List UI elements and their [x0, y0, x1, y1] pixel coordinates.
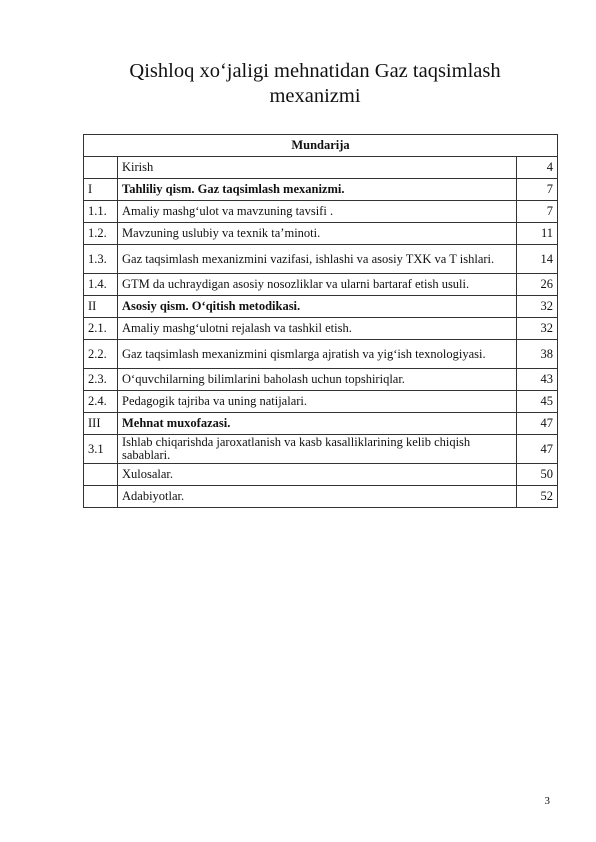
toc-row-page: 14 [517, 245, 558, 274]
toc-row-page: 7 [517, 201, 558, 223]
toc-row-page: 45 [517, 391, 558, 413]
toc-row-page: 43 [517, 369, 558, 391]
toc-row-number: I [84, 179, 118, 201]
toc-header-row [84, 135, 558, 157]
toc-row-label: GTM da uchraydigan asosiy nosozliklar va ularni bartaraf etish usuli. [118, 274, 517, 296]
toc-row-label: Tahliliy qism. Gaz taqsimlash mexanizmi. [118, 179, 517, 201]
toc-row [84, 435, 558, 464]
page-number: 3 [544, 795, 550, 807]
toc-row-label: Mavzuning uslubiy va texnik ta’minoti. [118, 223, 517, 245]
toc-row-number: 1.1. [84, 201, 118, 223]
toc-row-page: 32 [517, 296, 558, 318]
toc-row-number: 1.2. [84, 223, 118, 245]
toc-row-page: 4 [517, 157, 558, 179]
toc-row-label: Asosiy qism. O‘qitish metodikasi. [118, 296, 517, 318]
toc-row-number [84, 486, 118, 508]
toc-row-label: Ishlab chiqarishda jaroxatlanish va kasb kasalliklarining kelib chiqish sabablari. [118, 435, 517, 464]
table-of-contents [83, 134, 558, 508]
toc-row-number: 2.4. [84, 391, 118, 413]
document-title: Qishloq xo‘jaligi mehnatidan Gaz taqsimlash mexanizmi [129, 60, 501, 107]
toc-row [84, 413, 558, 435]
toc-row-label: Gaz taqsimlash mexanizmini vazifasi, ishlashi va asosiy TXK va T ishlari. [118, 245, 517, 274]
toc-row-label: Amaliy mashg‘ulot va mavzuning tavsifi . [118, 201, 517, 223]
toc-row-number: 2.1. [84, 318, 118, 340]
toc-row-page: 38 [517, 340, 558, 369]
toc-row-page: 50 [517, 464, 558, 486]
toc-row-page: 47 [517, 413, 558, 435]
toc-row-label: Xulosalar. [118, 464, 517, 486]
toc-row [84, 486, 558, 508]
toc-row-label: Pedagogik tajriba va uning natijalari. [118, 391, 517, 413]
toc-row [84, 274, 558, 296]
toc-row-page: 47 [517, 435, 558, 464]
toc-row-label: Mehnat muxofazasi. [118, 413, 517, 435]
toc-row-label: Adabiyotlar. [118, 486, 517, 508]
toc-row-page: 7 [517, 179, 558, 201]
toc-row [84, 464, 558, 486]
toc-row-number [84, 157, 118, 179]
toc-row-number: III [84, 413, 118, 435]
toc-row-page: 52 [517, 486, 558, 508]
toc-heading: Mundarija [84, 135, 558, 157]
toc-row [84, 223, 558, 245]
toc-row-page: 26 [517, 274, 558, 296]
toc-row-number: 3.1 [84, 435, 118, 464]
toc-row [84, 296, 558, 318]
toc-row-number: 1.3. [84, 245, 118, 274]
toc-row [84, 201, 558, 223]
toc-row-number: 2.2. [84, 340, 118, 369]
toc-row-number: 2.3. [84, 369, 118, 391]
toc-row-page: 32 [517, 318, 558, 340]
toc-row [84, 391, 558, 413]
toc-row-label: Amaliy mashg‘ulotni rejalash va tashkil etish. [118, 318, 517, 340]
toc-row [84, 318, 558, 340]
toc-row [84, 157, 558, 179]
toc-row-number [84, 464, 118, 486]
toc-row-page: 11 [517, 223, 558, 245]
toc-row [84, 369, 558, 391]
toc-row [84, 340, 558, 369]
toc-row-number: 1.4. [84, 274, 118, 296]
toc-row-label: Kirish [118, 157, 517, 179]
toc-row-label: O‘quvchilarning bilimlarini baholash uchun topshiriqlar. [118, 369, 517, 391]
toc-row-number: II [84, 296, 118, 318]
toc-row-label: Gaz taqsimlash mexanizmini qismlarga ajratish va yig‘ish texnologiyasi. [118, 340, 517, 369]
toc-row [84, 179, 558, 201]
toc-row [84, 245, 558, 274]
